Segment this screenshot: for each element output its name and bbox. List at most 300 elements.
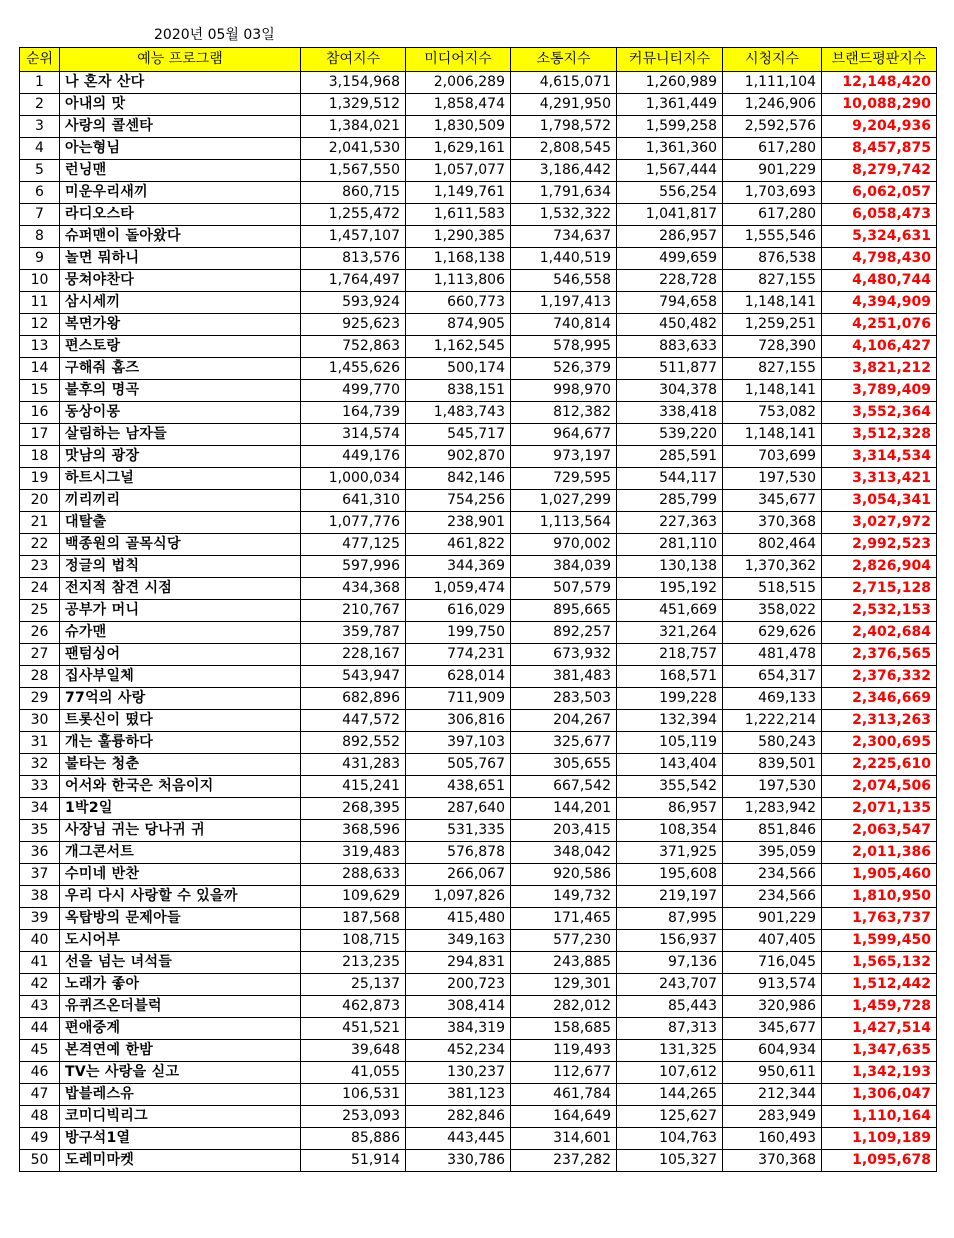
cell-media: 1,059,474 [406, 578, 511, 600]
cell-community: 355,542 [617, 776, 723, 798]
cell-viewership: 716,045 [723, 952, 822, 974]
cell-program: 어서와 한국은 처음이지 [60, 776, 301, 798]
cell-participation: 431,283 [301, 754, 406, 776]
table-row [20, 226, 937, 248]
cell-community: 499,659 [617, 248, 723, 270]
table-row [20, 292, 937, 314]
cell-brand-reputation: 1,110,164 [822, 1106, 937, 1128]
cell-media: 1,097,826 [406, 886, 511, 908]
cell-community: 199,228 [617, 688, 723, 710]
cell-communication: 964,677 [511, 424, 617, 446]
cell-program: 살림하는 남자들 [60, 424, 301, 446]
cell-brand-reputation: 1,599,450 [822, 930, 937, 952]
table-row [20, 402, 937, 424]
table-header-row [20, 48, 937, 72]
cell-program: 편스토랑 [60, 336, 301, 358]
cell-media: 306,816 [406, 710, 511, 732]
cell-program: 맛남의 광장 [60, 446, 301, 468]
cell-communication: 164,649 [511, 1106, 617, 1128]
cell-brand-reputation: 3,789,409 [822, 380, 937, 402]
header-communication: 소통지수 [511, 48, 617, 72]
cell-viewership: 345,677 [723, 1018, 822, 1040]
cell-brand-reputation: 1,427,514 [822, 1018, 937, 1040]
cell-program: 집사부일체 [60, 666, 301, 688]
cell-participation: 1,764,497 [301, 270, 406, 292]
table-row [20, 72, 937, 94]
cell-brand-reputation: 2,011,386 [822, 842, 937, 864]
cell-participation: 319,483 [301, 842, 406, 864]
cell-communication: 667,542 [511, 776, 617, 798]
cell-program: 편애중계 [60, 1018, 301, 1040]
cell-participation: 164,739 [301, 402, 406, 424]
cell-brand-reputation: 2,300,695 [822, 732, 937, 754]
cell-media: 452,234 [406, 1040, 511, 1062]
cell-rank: 27 [20, 644, 60, 666]
cell-viewership: 901,229 [723, 908, 822, 930]
cell-viewership: 604,934 [723, 1040, 822, 1062]
cell-brand-reputation: 2,532,153 [822, 600, 937, 622]
table-row [20, 952, 937, 974]
cell-brand-reputation: 1,905,460 [822, 864, 937, 886]
cell-communication: 305,655 [511, 754, 617, 776]
cell-community: 794,658 [617, 292, 723, 314]
cell-rank: 50 [20, 1150, 60, 1172]
cell-viewership: 1,148,141 [723, 424, 822, 446]
cell-communication: 740,814 [511, 314, 617, 336]
cell-communication: 546,558 [511, 270, 617, 292]
cell-viewership: 950,611 [723, 1062, 822, 1084]
table-row [20, 556, 937, 578]
cell-rank: 12 [20, 314, 60, 336]
cell-viewership: 1,283,942 [723, 798, 822, 820]
cell-media: 1,162,545 [406, 336, 511, 358]
cell-media: 330,786 [406, 1150, 511, 1172]
table-row [20, 732, 937, 754]
cell-participation: 187,568 [301, 908, 406, 930]
cell-rank: 25 [20, 600, 60, 622]
cell-participation: 434,368 [301, 578, 406, 600]
cell-rank: 35 [20, 820, 60, 842]
cell-viewership: 1,259,251 [723, 314, 822, 336]
cell-community: 556,254 [617, 182, 723, 204]
cell-program: 끼리끼리 [60, 490, 301, 512]
cell-rank: 2 [20, 94, 60, 116]
cell-media: 545,717 [406, 424, 511, 446]
cell-program: 하트시그널 [60, 468, 301, 490]
cell-media: 1,830,509 [406, 116, 511, 138]
cell-community: 285,591 [617, 446, 723, 468]
table-row [20, 358, 937, 380]
cell-rank: 26 [20, 622, 60, 644]
cell-participation: 813,576 [301, 248, 406, 270]
cell-program: 복면가왕 [60, 314, 301, 336]
cell-viewership: 197,530 [723, 468, 822, 490]
table-row [20, 886, 937, 908]
cell-program: 전지적 참견 시점 [60, 578, 301, 600]
cell-program: 삼시세끼 [60, 292, 301, 314]
cell-community: 144,265 [617, 1084, 723, 1106]
cell-communication: 973,197 [511, 446, 617, 468]
cell-program: 아는형님 [60, 138, 301, 160]
cell-viewership: 728,390 [723, 336, 822, 358]
cell-brand-reputation: 1,347,635 [822, 1040, 937, 1062]
table-row [20, 160, 937, 182]
cell-communication: 158,685 [511, 1018, 617, 1040]
cell-participation: 860,715 [301, 182, 406, 204]
cell-brand-reputation: 2,402,684 [822, 622, 937, 644]
cell-media: 842,146 [406, 468, 511, 490]
table-row [20, 996, 937, 1018]
cell-rank: 6 [20, 182, 60, 204]
cell-brand-reputation: 4,106,427 [822, 336, 937, 358]
cell-rank: 29 [20, 688, 60, 710]
cell-brand-reputation: 1,512,442 [822, 974, 937, 996]
cell-program: 방구석1열 [60, 1128, 301, 1150]
cell-brand-reputation: 3,313,421 [822, 468, 937, 490]
table-row [20, 1040, 937, 1062]
cell-rank: 30 [20, 710, 60, 732]
cell-communication: 282,012 [511, 996, 617, 1018]
cell-participation: 449,176 [301, 446, 406, 468]
cell-communication: 144,201 [511, 798, 617, 820]
cell-brand-reputation: 10,088,290 [822, 94, 937, 116]
cell-program: 정글의 법칙 [60, 556, 301, 578]
cell-community: 1,567,444 [617, 160, 723, 182]
cell-program: 도시어부 [60, 930, 301, 952]
cell-participation: 1,255,472 [301, 204, 406, 226]
table-row [20, 644, 937, 666]
table-row [20, 1084, 937, 1106]
cell-communication: 283,503 [511, 688, 617, 710]
cell-rank: 24 [20, 578, 60, 600]
cell-media: 1,168,138 [406, 248, 511, 270]
cell-program: 슈가맨 [60, 622, 301, 644]
cell-media: 902,870 [406, 446, 511, 468]
cell-brand-reputation: 2,346,669 [822, 688, 937, 710]
cell-media: 660,773 [406, 292, 511, 314]
cell-rank: 45 [20, 1040, 60, 1062]
table-row [20, 776, 937, 798]
cell-program: 도레미마켓 [60, 1150, 301, 1172]
cell-community: 286,957 [617, 226, 723, 248]
cell-rank: 23 [20, 556, 60, 578]
cell-program: 미운우리새끼 [60, 182, 301, 204]
cell-brand-reputation: 2,376,565 [822, 644, 937, 666]
header-viewership: 시청지수 [723, 48, 822, 72]
cell-viewership: 629,626 [723, 622, 822, 644]
cell-community: 451,669 [617, 600, 723, 622]
cell-brand-reputation: 1,095,678 [822, 1150, 937, 1172]
cell-communication: 112,677 [511, 1062, 617, 1084]
cell-communication: 673,932 [511, 644, 617, 666]
cell-program: 개는 훌륭하다 [60, 732, 301, 754]
cell-participation: 499,770 [301, 380, 406, 402]
table-row [20, 270, 937, 292]
cell-communication: 578,995 [511, 336, 617, 358]
report-date: 2020년 05월 03일 [154, 27, 275, 43]
cell-viewership: 234,566 [723, 864, 822, 886]
cell-rank: 36 [20, 842, 60, 864]
cell-participation: 597,996 [301, 556, 406, 578]
cell-media: 438,651 [406, 776, 511, 798]
cell-communication: 4,291,950 [511, 94, 617, 116]
cell-communication: 203,415 [511, 820, 617, 842]
cell-program: 선을 넘는 녀석들 [60, 952, 301, 974]
cell-program: 노래가 좋아 [60, 974, 301, 996]
table-row [20, 424, 937, 446]
cell-communication: 461,784 [511, 1084, 617, 1106]
cell-media: 505,767 [406, 754, 511, 776]
cell-communication: 4,615,071 [511, 72, 617, 94]
cell-community: 1,599,258 [617, 116, 723, 138]
cell-rank: 39 [20, 908, 60, 930]
cell-community: 450,482 [617, 314, 723, 336]
cell-participation: 25,137 [301, 974, 406, 996]
cell-community: 1,361,449 [617, 94, 723, 116]
cell-viewership: 851,846 [723, 820, 822, 842]
cell-brand-reputation: 6,062,057 [822, 182, 937, 204]
cell-program: 라디오스타 [60, 204, 301, 226]
cell-rank: 4 [20, 138, 60, 160]
cell-community: 371,925 [617, 842, 723, 864]
cell-program: 아내의 맛 [60, 94, 301, 116]
cell-program: 런닝맨 [60, 160, 301, 182]
cell-communication: 577,230 [511, 930, 617, 952]
cell-program: 구해줘 홈즈 [60, 358, 301, 380]
cell-viewership: 481,478 [723, 644, 822, 666]
cell-media: 1,858,474 [406, 94, 511, 116]
cell-communication: 892,257 [511, 622, 617, 644]
cell-community: 195,192 [617, 578, 723, 600]
cell-communication: 526,379 [511, 358, 617, 380]
cell-media: 774,231 [406, 644, 511, 666]
cell-communication: 812,382 [511, 402, 617, 424]
table-row [20, 380, 937, 402]
cell-participation: 752,863 [301, 336, 406, 358]
cell-community: 1,260,989 [617, 72, 723, 94]
cell-brand-reputation: 3,314,534 [822, 446, 937, 468]
table-row [20, 974, 937, 996]
header-community: 커뮤니티지수 [617, 48, 723, 72]
cell-program: 팬텀싱어 [60, 644, 301, 666]
cell-communication: 1,197,413 [511, 292, 617, 314]
cell-rank: 19 [20, 468, 60, 490]
cell-participation: 85,886 [301, 1128, 406, 1150]
cell-program: 개그콘서트 [60, 842, 301, 864]
cell-participation: 1,384,021 [301, 116, 406, 138]
table-row [20, 248, 937, 270]
cell-media: 200,723 [406, 974, 511, 996]
table-row [20, 1062, 937, 1084]
table-row [20, 1018, 937, 1040]
cell-rank: 10 [20, 270, 60, 292]
cell-program: 옥탑방의 문제아들 [60, 908, 301, 930]
cell-brand-reputation: 4,480,744 [822, 270, 937, 292]
cell-brand-reputation: 3,027,972 [822, 512, 937, 534]
cell-media: 344,369 [406, 556, 511, 578]
cell-participation: 451,521 [301, 1018, 406, 1040]
cell-media: 531,335 [406, 820, 511, 842]
cell-communication: 237,282 [511, 1150, 617, 1172]
cell-program: 코미디빅리그 [60, 1106, 301, 1128]
cell-viewership: 1,222,214 [723, 710, 822, 732]
cell-brand-reputation: 4,798,430 [822, 248, 937, 270]
cell-program: 우리 다시 사랑할 수 있을까 [60, 886, 301, 908]
table-row [20, 1128, 937, 1150]
cell-brand-reputation: 2,313,263 [822, 710, 937, 732]
cell-media: 874,905 [406, 314, 511, 336]
cell-brand-reputation: 3,552,364 [822, 402, 937, 424]
header-program: 예능 프로그램 [60, 48, 301, 72]
cell-program: 놀면 뭐하니 [60, 248, 301, 270]
cell-media: 1,057,077 [406, 160, 511, 182]
cell-media: 415,480 [406, 908, 511, 930]
table-row [20, 688, 937, 710]
cell-community: 227,363 [617, 512, 723, 534]
cell-program: 1박2일 [60, 798, 301, 820]
cell-community: 105,119 [617, 732, 723, 754]
cell-brand-reputation: 1,459,728 [822, 996, 937, 1018]
cell-communication: 325,677 [511, 732, 617, 754]
cell-program: 공부가 머니 [60, 600, 301, 622]
cell-rank: 34 [20, 798, 60, 820]
cell-rank: 21 [20, 512, 60, 534]
cell-brand-reputation: 1,810,950 [822, 886, 937, 908]
cell-participation: 253,093 [301, 1106, 406, 1128]
cell-program: 백종원의 골목식당 [60, 534, 301, 556]
cell-program: 대탈출 [60, 512, 301, 534]
cell-community: 108,354 [617, 820, 723, 842]
cell-participation: 368,596 [301, 820, 406, 842]
header-media: 미디어지수 [406, 48, 511, 72]
cell-viewership: 283,949 [723, 1106, 822, 1128]
cell-program: 나 혼자 산다 [60, 72, 301, 94]
cell-media: 616,029 [406, 600, 511, 622]
cell-brand-reputation: 9,204,936 [822, 116, 937, 138]
cell-brand-reputation: 2,071,135 [822, 798, 937, 820]
cell-participation: 106,531 [301, 1084, 406, 1106]
cell-viewership: 395,059 [723, 842, 822, 864]
cell-participation: 108,715 [301, 930, 406, 952]
cell-rank: 28 [20, 666, 60, 688]
cell-media: 282,846 [406, 1106, 511, 1128]
cell-media: 443,445 [406, 1128, 511, 1150]
cell-participation: 268,395 [301, 798, 406, 820]
cell-viewership: 876,538 [723, 248, 822, 270]
cell-rank: 7 [20, 204, 60, 226]
cell-program: 77억의 사랑 [60, 688, 301, 710]
cell-participation: 2,041,530 [301, 138, 406, 160]
table-row [20, 512, 937, 534]
cell-communication: 204,267 [511, 710, 617, 732]
cell-program: 수미네 반찬 [60, 864, 301, 886]
table-row [20, 798, 937, 820]
table-row [20, 1106, 937, 1128]
cell-viewership: 212,344 [723, 1084, 822, 1106]
cell-viewership: 320,986 [723, 996, 822, 1018]
cell-participation: 462,873 [301, 996, 406, 1018]
cell-media: 576,878 [406, 842, 511, 864]
cell-viewership: 913,574 [723, 974, 822, 996]
cell-viewership: 1,246,906 [723, 94, 822, 116]
cell-community: 168,571 [617, 666, 723, 688]
cell-media: 1,149,761 [406, 182, 511, 204]
header-brand-reputation: 브랜드평판지수 [822, 48, 937, 72]
cell-rank: 17 [20, 424, 60, 446]
cell-community: 85,443 [617, 996, 723, 1018]
cell-communication: 381,483 [511, 666, 617, 688]
cell-program: 밥블레스유 [60, 1084, 301, 1106]
cell-media: 1,113,806 [406, 270, 511, 292]
cell-media: 384,319 [406, 1018, 511, 1040]
cell-media: 381,123 [406, 1084, 511, 1106]
cell-program: TV는 사랑을 싣고 [60, 1062, 301, 1084]
cell-brand-reputation: 8,279,742 [822, 160, 937, 182]
cell-rank: 37 [20, 864, 60, 886]
cell-viewership: 1,703,693 [723, 182, 822, 204]
cell-participation: 359,787 [301, 622, 406, 644]
cell-brand-reputation: 3,054,341 [822, 490, 937, 512]
cell-program: 동상이몽 [60, 402, 301, 424]
cell-program: 트롯신이 떴다 [60, 710, 301, 732]
cell-brand-reputation: 1,763,737 [822, 908, 937, 930]
table-row [20, 204, 937, 226]
cell-participation: 3,154,968 [301, 72, 406, 94]
cell-rank: 44 [20, 1018, 60, 1040]
cell-brand-reputation: 12,148,420 [822, 72, 937, 94]
cell-rank: 3 [20, 116, 60, 138]
cell-viewership: 197,530 [723, 776, 822, 798]
cell-media: 308,414 [406, 996, 511, 1018]
brand-reputation-table [19, 47, 937, 1172]
cell-media: 238,901 [406, 512, 511, 534]
cell-community: 86,957 [617, 798, 723, 820]
cell-media: 2,006,289 [406, 72, 511, 94]
cell-brand-reputation: 2,826,904 [822, 556, 937, 578]
cell-communication: 1,440,519 [511, 248, 617, 270]
table-row [20, 138, 937, 160]
cell-rank: 32 [20, 754, 60, 776]
cell-viewership: 654,317 [723, 666, 822, 688]
table-row [20, 600, 937, 622]
table-row [20, 314, 937, 336]
cell-rank: 31 [20, 732, 60, 754]
cell-viewership: 901,229 [723, 160, 822, 182]
cell-viewership: 1,148,141 [723, 380, 822, 402]
header-participation: 참여지수 [301, 48, 406, 72]
cell-viewership: 1,370,362 [723, 556, 822, 578]
cell-participation: 477,125 [301, 534, 406, 556]
cell-rank: 46 [20, 1062, 60, 1084]
cell-communication: 243,885 [511, 952, 617, 974]
cell-communication: 970,002 [511, 534, 617, 556]
cell-communication: 314,601 [511, 1128, 617, 1150]
cell-participation: 1,567,550 [301, 160, 406, 182]
cell-media: 287,640 [406, 798, 511, 820]
cell-community: 195,608 [617, 864, 723, 886]
cell-community: 219,197 [617, 886, 723, 908]
cell-viewership: 703,699 [723, 446, 822, 468]
cell-communication: 149,732 [511, 886, 617, 908]
cell-rank: 5 [20, 160, 60, 182]
cell-community: 97,136 [617, 952, 723, 974]
cell-media: 1,611,583 [406, 204, 511, 226]
cell-media: 130,237 [406, 1062, 511, 1084]
cell-brand-reputation: 1,342,193 [822, 1062, 937, 1084]
cell-participation: 593,924 [301, 292, 406, 314]
cell-participation: 641,310 [301, 490, 406, 512]
cell-community: 539,220 [617, 424, 723, 446]
